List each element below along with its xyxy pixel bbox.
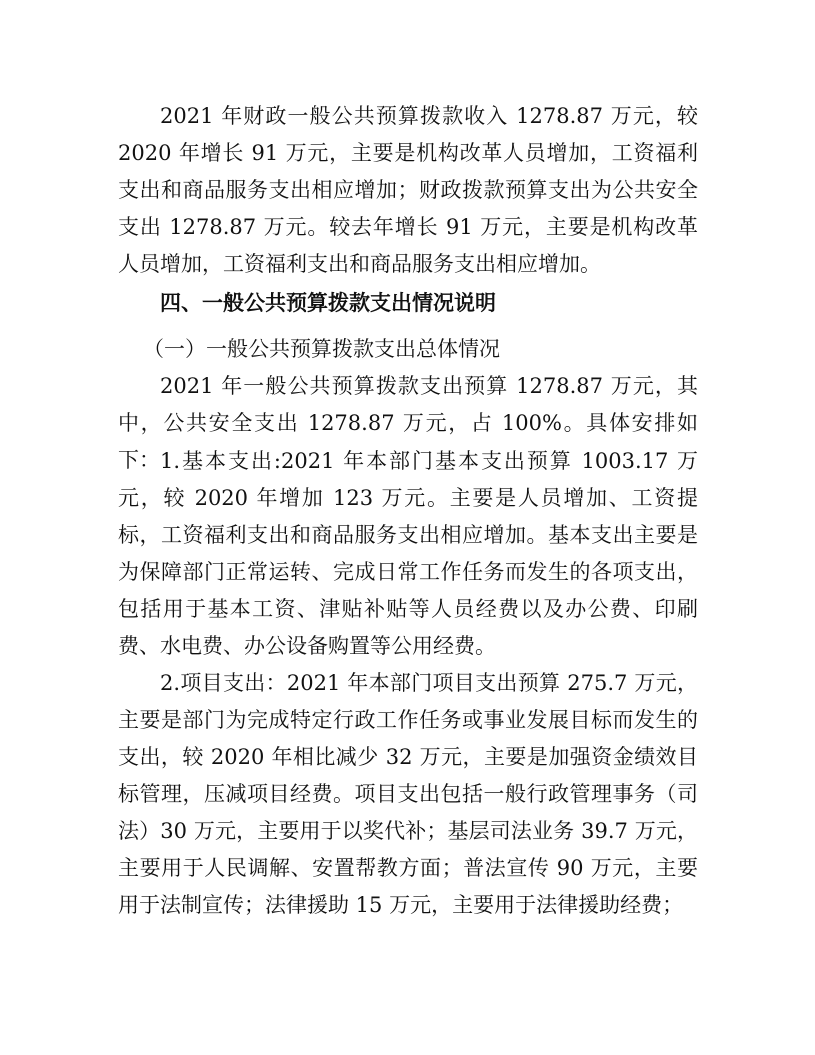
body-paragraph-overall-expenditure: 2021 年一般公共预算拨款支出预算 1278.87 万元，其中，公共安全支出 1278.87 万元，占 100%。具体安排如下： [118,374,698,472]
section-heading: 四、一般公共预算拨款支出情况说明 [160,291,496,315]
subsection-heading: （一）一般公共预算拨款支出总体情况 [143,337,500,361]
body-paragraph-basic-expenditure: 1.基本支出:2021 年本部门基本支出预算 1003.17 万元，较 2020 年增加 123 万元。主要是人员增加、工资提标，工资福利支出和商品服务支出相应增加。基本支出主要是为保障部门正常运转、完成日常工作任务而发生的各项支出，包括用于基本工资、津贴补贴等人员经费以及办公费、印刷费、水电费、办公设备购置等公用经费。 [118,449,698,658]
body-paragraph-revenue: 2021 年财政一般公共预算拨款收入 1278.87 万元，较 2020 年增长 91 万元，主要是机构改革人员增加，工资福利支出和商品服务支出相应增加；财政拨款预算支出为公共安全支出 1278.87 万元。较去年增长 91 万元，主要是机构改革人员增加，工资福利支出和商品服务支出相应增加。 [118,104,698,276]
body-paragraph-project-expenditure: 2.项目支出：2021 年本部门项目支出预算 275.7 万元，主要是部门为完成特定行政工作任务或事业发展目标而发生的支出，较 2020 年相比减少 32 万元，主要是加强资金绩效目标管理，压减项目经费。项目支出包括一般行政管理事务（司法）30 万元，主要用于以奖代补；基层司法业务 39.7 万元，主要用于人民调解、安置帮教方面；普法宣传 90 万元，主要用于法制宣传；法律援助 15 万元，主要用于法律援助经费； [118,671,698,917]
